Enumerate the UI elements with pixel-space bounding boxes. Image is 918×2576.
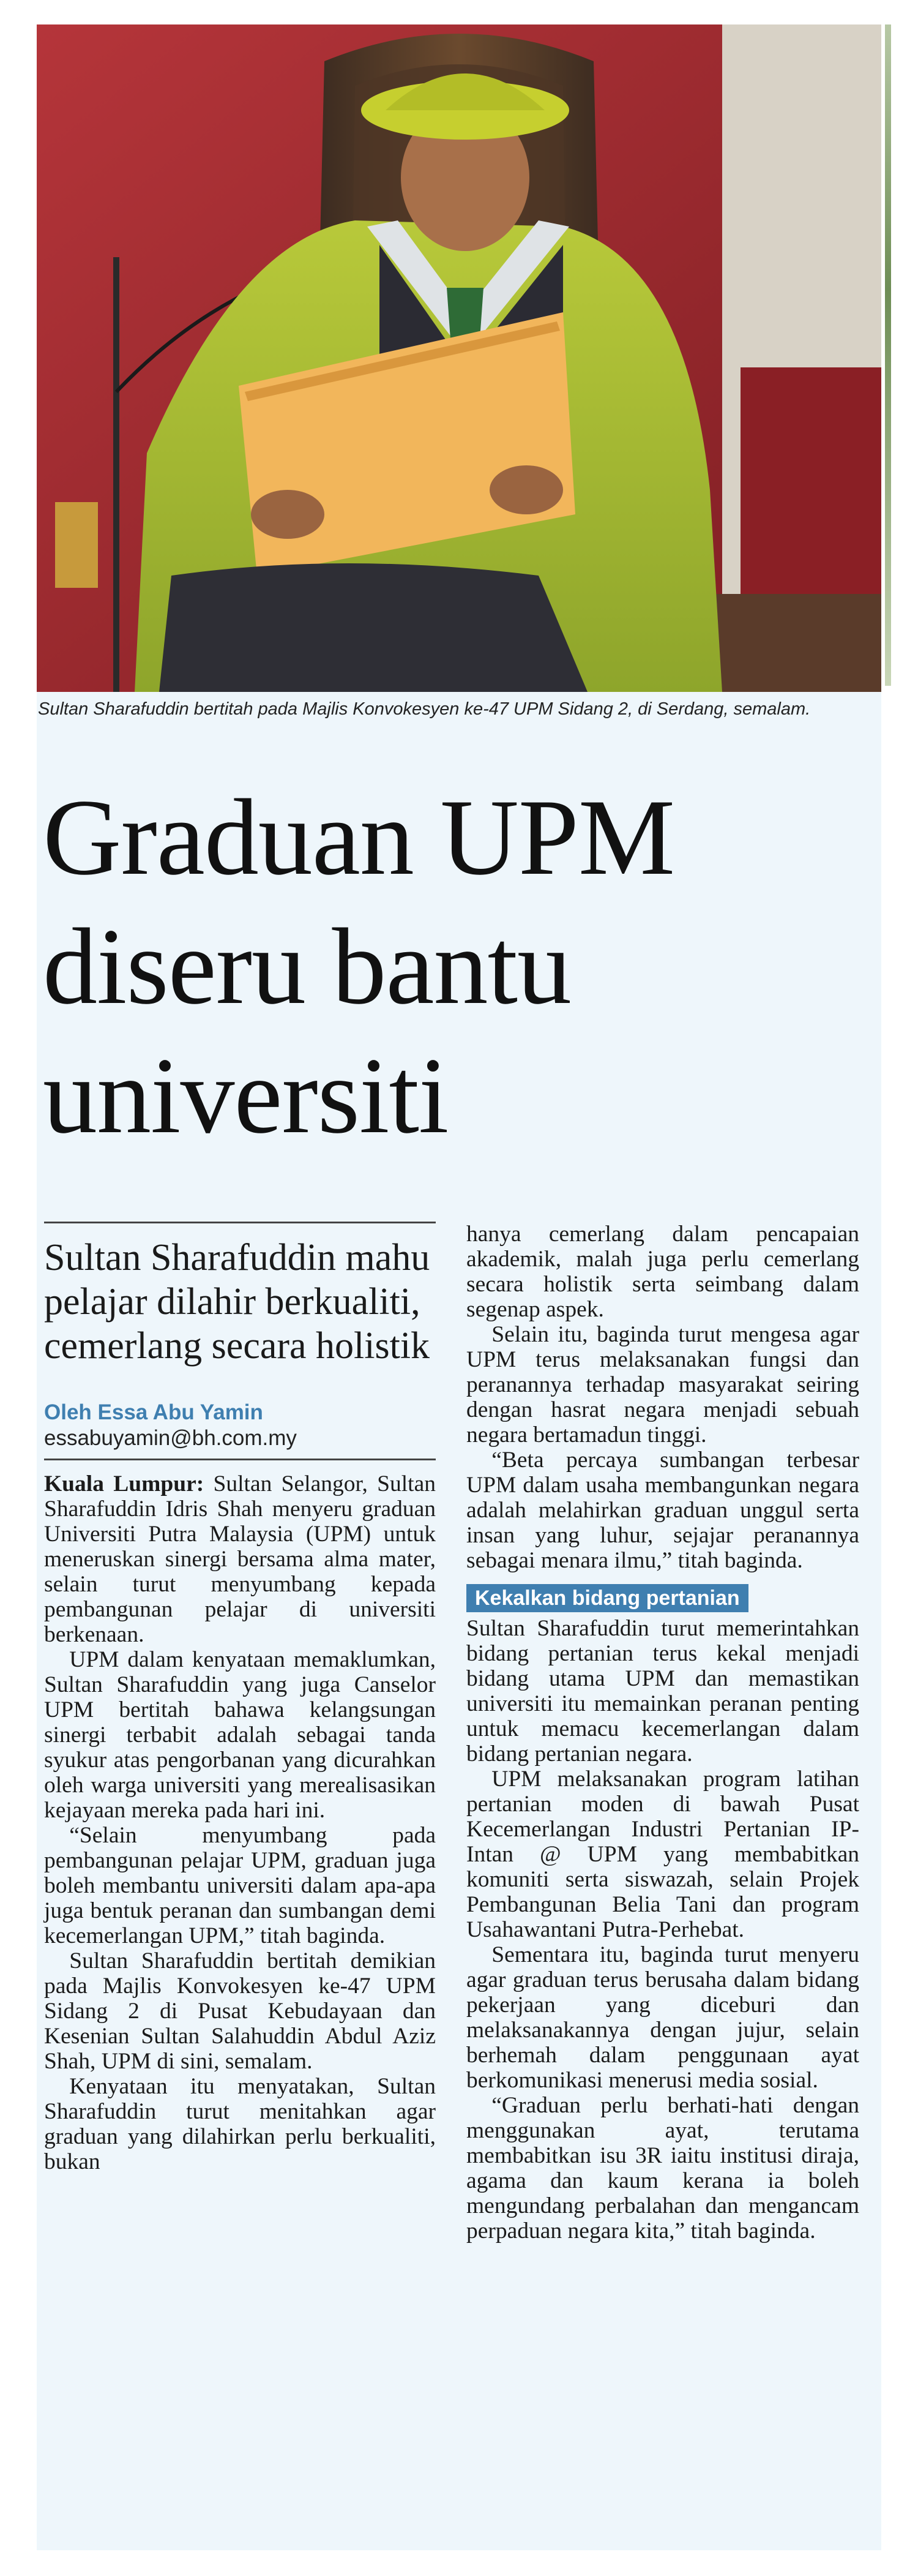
paragraph: “Graduan perlu berhati-hati dengan menggunakan ayat, terutama membabitkan isu 3R iaitu institusi diraja, agama dan kaum kerana ia boleh mengundang perbalahan dan mengancam perpaduan negara kita,” titah baginda. <box>466 2093 859 2244</box>
right-column <box>466 1222 859 2244</box>
paragraph: Sultan Sharafuddin bertitah demikian pada Majlis Konvokesyen ke-47 UPM Sidang 2 di Pusat Kebudayaan dan Kesenian Sultan Salahuddin Abdul Aziz Shah, UPM di sini, semalam. <box>44 1948 436 2074</box>
paragraph: hanya cemerlang dalam pencapaian akademik, malah juga perlu cemerlang secara holistik serta seimbang dalam segenap aspek. <box>466 1222 859 1322</box>
left-column <box>44 1222 436 2174</box>
paragraph: “Beta percaya sumbangan terbesar UPM dalam usaha membangunkan negara adalah melahirkan graduan unggul serta insan yang luhur, sejajar peranannya sebagai menara ilmu,” titah baginda. <box>466 1448 859 1573</box>
paragraph: UPM dalam kenyataan memaklumkan, Sultan Sharafuddin yang juga Canselor UPM bertitah bahawa kelangsungan sinergi terbabit adalah sebagai tanda syukur atas pengorbanan yang dicurahkan oleh warga universiti yang merealisasikan kejayaan mereka pada hari ini. <box>44 1647 436 1823</box>
paragraph-text: Sultan Selangor, Sultan Sharafuddin Idris Shah menyeru graduan Universiti Putra Malaysia (UPM) untuk meneruskan sinergi bersama alma mater, selain turut menyumbang kepada pembangunan pelajar di universiti berkenaan. <box>44 1471 436 1647</box>
sultan-portrait-image <box>37 24 881 692</box>
paragraph: UPM melaksanakan program latihan pertanian moden di bawah Pusat Kecemerlangan Industri Pertanian IP-Intan @ UPM yang membabitkan komuniti serta siswazah, selain Projek Pembangunan Belia Tani dan program Usahawantani Putra-Perhebat. <box>466 1767 859 1942</box>
headline: Graduan UPM diseru bantu universiti <box>43 776 675 1156</box>
paragraph: Kenyataan itu menyatakan, Sultan Sharafuddin turut menitahkan agar graduan yang dilahirkan perlu berkualiti, bukan <box>44 2074 436 2174</box>
divider <box>44 1459 436 1460</box>
byline: Oleh Essa Abu Yamin <box>44 1400 263 1424</box>
dateline: Kuala Lumpur: <box>44 1471 204 1496</box>
paragraph: Selain itu, baginda turut mengesa agar UPM terus melaksanakan fungsi dan peranannya terhadap masyarakat seiring dengan hasrat negara menjadi sebuah negara bertamadun tinggi. <box>466 1322 859 1448</box>
paragraph: Sementara itu, baginda turut menyeru agar graduan terus berusaha dalam bidang pekerjaan yang diceburi dan melaksanakannya dengan jujur, selain berhemah dalam penggunaan ayat berkomunikasi menerusi media sosial. <box>466 1942 859 2093</box>
paragraph: Sultan Sharafuddin turut memerintahkan bidang pertanian terus kekal menjadi bidang utama UPM dan memastikan universiti itu memainkan peranan penting untuk memacu kecemerlangan dalam bidang pertanian negara. <box>466 1616 859 1767</box>
subheading: Kekalkan bidang pertanian <box>466 1584 748 1612</box>
divider <box>44 1222 436 1223</box>
photo-edge-strip <box>885 24 891 686</box>
paragraph: “Selain menyumbang pada pembangunan pelajar UPM, graduan juga boleh membantu universiti dalam apa-apa juga bentuk peranan dan sumbangan demi kecemerlangan UPM,” titah baginda. <box>44 1823 436 1948</box>
paragraph <box>44 1471 436 1647</box>
standfirst: Sultan Sharafuddin mahu pelajar dilahir berkualiti, cemerlang secara holistik <box>44 1237 430 1367</box>
article-photo <box>37 24 881 692</box>
author-email: essabuyamin@bh.com.my <box>44 1426 297 1450</box>
photo-caption: Sultan Sharafuddin bertitah pada Majlis Konvokesyen ke-47 UPM Sidang 2, di Serdang, semalam. <box>38 699 811 719</box>
